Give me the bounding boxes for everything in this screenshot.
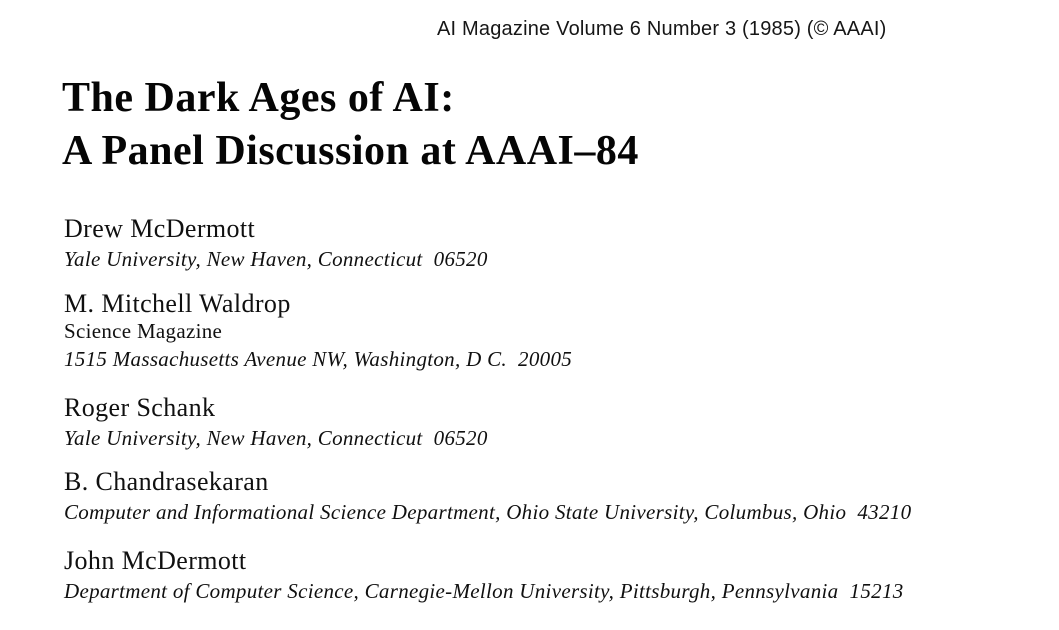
author-block-b-chandrasekaran bbox=[64, 467, 1029, 525]
author-name: B. Chandrasekaran bbox=[64, 467, 269, 496]
paper-title bbox=[62, 72, 639, 178]
author-block-john-mcdermott bbox=[64, 546, 1029, 604]
author-block-roger-schank bbox=[64, 393, 1029, 451]
author-name: M. Mitchell Waldrop bbox=[64, 289, 291, 318]
author-name: Roger Schank bbox=[64, 393, 216, 422]
journal-masthead: AI Magazine Volume 6 Number 3 (1985) (© AAAI) bbox=[437, 18, 887, 40]
author-name: Drew McDermott bbox=[64, 214, 256, 243]
author-organization: Science Magazine bbox=[64, 319, 223, 343]
paper-title-line1: The Dark Ages of AI: bbox=[62, 75, 455, 121]
author-affiliation: 1515 Massachusetts Avenue NW, Washington, D C. 20005 bbox=[64, 347, 573, 371]
author-block-m-mitchell-waldrop bbox=[64, 289, 1029, 372]
author-block-drew-mcdermott bbox=[64, 214, 1029, 272]
author-affiliation: Department of Computer Science, Carnegie-Mellon University, Pittsburgh, Pennsylvania 15213 bbox=[64, 579, 904, 603]
author-affiliation: Yale University, New Haven, Connecticut 06520 bbox=[64, 247, 488, 271]
author-name: John McDermott bbox=[64, 546, 247, 575]
author-affiliation: Yale University, New Haven, Connecticut 06520 bbox=[64, 426, 488, 450]
paper-title-line2: A Panel Discussion at AAAI–84 bbox=[62, 128, 639, 174]
author-affiliation: Computer and Informational Science Department, Ohio State University, Columbus, Ohio 43210 bbox=[64, 500, 912, 524]
